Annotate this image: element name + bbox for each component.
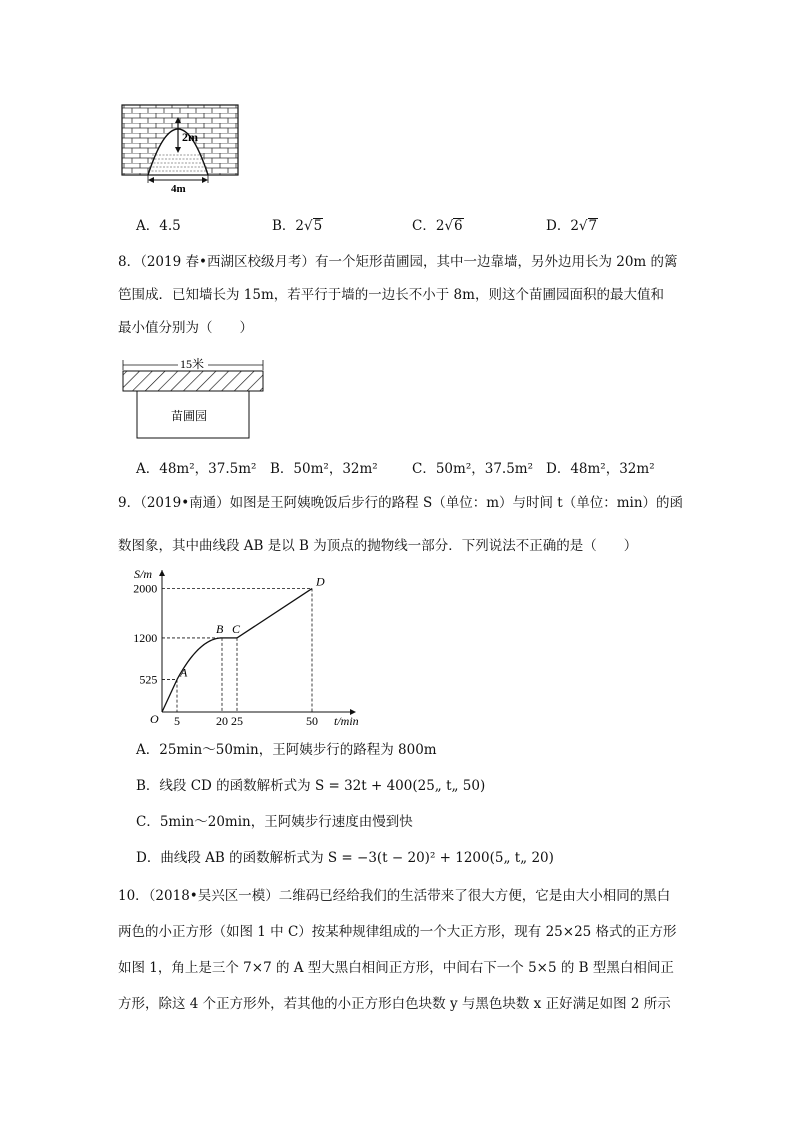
y-tick-1200: 1200 <box>133 630 158 645</box>
y-tick-525: 525 <box>139 672 158 687</box>
q8-option-d[interactable]: D．48m²，32m² <box>546 461 655 477</box>
q9-option-a[interactable]: A．25min～50min，王阿姨步行的路程为 800m <box>136 742 437 758</box>
x-tick-20: 20 <box>216 714 228 728</box>
x-tick-5: 5 <box>174 714 180 728</box>
y-axis-label: S/m <box>134 567 152 581</box>
q8-wall-label: 15米 <box>180 357 205 371</box>
point-label-b: B <box>216 621 224 636</box>
q7-option-c[interactable]: C．2√6 <box>412 218 463 234</box>
q7-option-d[interactable]: D．2√7 <box>546 218 598 234</box>
q10-line-2: 两色的小正方形（如图 1 中 C）按某种规律组成的一个大正方形，现有 25×25 格式的正方形 <box>118 924 677 940</box>
x-tick-50: 50 <box>306 714 318 728</box>
y-tick-2000: 2000 <box>133 581 158 596</box>
segment-cd <box>237 589 312 638</box>
q9-line-1: 9．（2019•南通）如图是王阿姨晚饭后步行的路程 S（单位：m）与时间 t（单位：min）的函 <box>118 495 684 511</box>
q8-option-a[interactable]: A．48m²，37.5m² <box>136 461 257 477</box>
y-axis-arrow <box>159 570 165 576</box>
wall <box>123 371 263 391</box>
point-label-a: A <box>180 665 188 680</box>
origin-label: O <box>150 712 159 726</box>
brick-wall <box>122 105 238 175</box>
q8-line-1: 8．（2019 春•西湖区校级月考）有一个矩形苗圃园，其中一边靠墙，另外边用长为 20m 的篱 <box>118 254 678 270</box>
point-label-c: C <box>232 621 241 636</box>
q8-garden-label: 苗圃园 <box>171 409 208 423</box>
q7-height-label: 2m <box>182 130 198 144</box>
q8-option-b[interactable]: B．50m²，32m² <box>270 461 378 477</box>
q7-option-a[interactable]: A．4.5 <box>136 218 181 234</box>
q10-line-4: 方形，除这 4 个正方形外，若其他的小正方形白色块数 y 与黑色块数 x 正好满足如图 2 所示 <box>118 996 671 1012</box>
q9-option-d[interactable]: D．曲线段 AB 的函数解析式为 S = −3(t − 20)² + 1200(5„ t„ 20) <box>136 850 554 866</box>
q10-line-3: 如图 1，角上是三个 7×7 的 A 型大黑白相间正方形，中间右下一个 5×5 的 B 型黑白相间正 <box>118 960 674 976</box>
q8-option-c[interactable]: C．50m²，37.5m² <box>412 461 534 477</box>
q10-line-1: 10．（2018•吴兴区一模）二维码已经给我们的生活带来了很大方便，它是由大小相同的黑白 <box>118 888 671 904</box>
q9-option-b[interactable]: B．线段 CD 的函数解析式为 S = 32t + 400(25„ t„ 50) <box>136 778 486 794</box>
point-label-d: D <box>316 574 325 589</box>
q8-line-3: 最小值分别为（ ） <box>118 320 253 336</box>
q7-width-label: 4m <box>171 183 186 193</box>
q7-figure <box>120 103 240 193</box>
q8-figure <box>118 354 268 444</box>
x-axis-label: t/min <box>334 714 359 728</box>
q9-chart <box>122 562 382 730</box>
q9-option-c[interactable]: C．5min～20min，王阿姨步行速度由慢到快 <box>136 814 413 830</box>
q9-line-2: 数图象，其中曲线段 AB 是以 B 为顶点的抛物线一部分．下列说法不正确的是（ ） <box>118 538 638 554</box>
q8-line-2: 笆围成．已知墙长为 15m，若平行于墙的一边长不小于 8m，则这个苗圃园面积的最大值和 <box>118 287 664 303</box>
q7-option-b[interactable]: B．2√5 <box>272 218 323 234</box>
x-tick-25: 25 <box>231 714 243 728</box>
segment-oa <box>162 680 177 712</box>
